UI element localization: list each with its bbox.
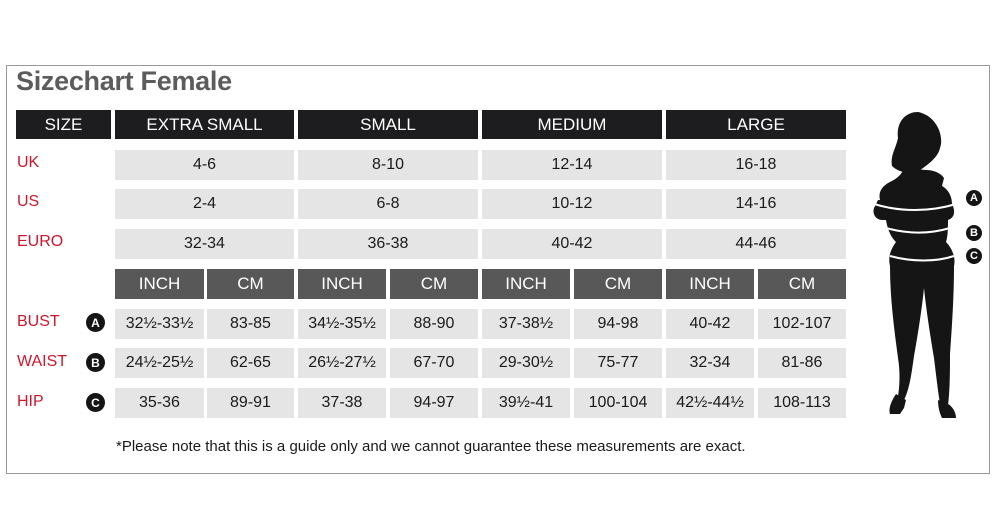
size-cell: 12-14 <box>482 150 662 180</box>
measure-cell: 39½-41 <box>482 388 570 418</box>
unit-header-inch: INCH <box>298 269 386 299</box>
row-label-uk: UK <box>17 154 40 171</box>
size-header-cell <box>16 110 111 139</box>
measure-cell: 67-70 <box>390 348 478 378</box>
measure-cell: 24½-25½ <box>115 348 204 378</box>
measure-cell: 32-34 <box>666 348 754 378</box>
badge-c-icon: C <box>86 393 105 412</box>
unit-header-cm: CM <box>390 269 478 299</box>
row-label-us: US <box>17 193 40 210</box>
measure-cell: 37-38 <box>298 388 386 418</box>
measure-cell: 34½-35½ <box>298 309 386 339</box>
size-cell: 14-16 <box>666 189 846 219</box>
column-header-label: EXTRA SMALL <box>146 114 263 134</box>
female-silhouette-icon <box>860 108 990 428</box>
size-cell: 10-12 <box>482 189 662 219</box>
measure-cell: 94-98 <box>574 309 662 339</box>
size-cell: 2-4 <box>115 189 294 219</box>
measure-cell: 35-36 <box>115 388 204 418</box>
measure-cell: 108-113 <box>758 388 846 418</box>
row-label-euro: EURO <box>17 233 64 250</box>
measure-cell: 100-104 <box>574 388 662 418</box>
measure-cell: 75-77 <box>574 348 662 378</box>
measure-cell: 40-42 <box>666 309 754 339</box>
figure-badge-a-icon: A <box>966 190 982 206</box>
measure-cell: 26½-27½ <box>298 348 386 378</box>
measure-cell: 42½-44½ <box>666 388 754 418</box>
measure-cell: 102-107 <box>758 309 846 339</box>
size-cell: 6-8 <box>298 189 478 219</box>
size-cell: 40-42 <box>482 229 662 259</box>
measure-cell: 83-85 <box>207 309 294 339</box>
measure-cell: 81-86 <box>758 348 846 378</box>
size-cell: 44-46 <box>666 229 846 259</box>
unit-header-cm: CM <box>207 269 294 299</box>
measure-cell: 32½-33½ <box>115 309 204 339</box>
measure-cell: 62-65 <box>207 348 294 378</box>
column-header-label: MEDIUM <box>537 114 607 134</box>
column-header-large <box>666 110 846 139</box>
badge-a-icon: A <box>86 313 105 332</box>
disclaimer-note: *Please note that this is a guide only and we cannot guarantee these measurements are exact. <box>116 438 746 455</box>
badge-b-icon: B <box>86 353 105 372</box>
measure-cell: 88-90 <box>390 309 478 339</box>
size-cell: 8-10 <box>298 150 478 180</box>
row-label-hip: HIP <box>17 393 44 410</box>
unit-header-inch: INCH <box>482 269 570 299</box>
size-cell: 36-38 <box>298 229 478 259</box>
unit-header-inch: INCH <box>115 269 204 299</box>
row-label-bust: BUST <box>17 313 60 330</box>
row-label-waist: WAIST <box>17 353 68 370</box>
measure-cell: 94-97 <box>390 388 478 418</box>
measure-cell: 29-30½ <box>482 348 570 378</box>
unit-header-cm: CM <box>758 269 846 299</box>
size-header-label: SIZE <box>44 114 83 134</box>
figure-badge-c-icon: C <box>966 248 982 264</box>
unit-header-inch: INCH <box>666 269 754 299</box>
size-cell: 16-18 <box>666 150 846 180</box>
page-title: Sizechart Female <box>16 66 232 96</box>
size-cell: 4-6 <box>115 150 294 180</box>
measure-cell: 37-38½ <box>482 309 570 339</box>
size-cell: 32-34 <box>115 229 294 259</box>
column-header-label: LARGE <box>727 114 785 134</box>
column-header-label: SMALL <box>360 114 416 134</box>
unit-header-cm: CM <box>574 269 662 299</box>
measure-cell: 89-91 <box>207 388 294 418</box>
column-header-extra-small <box>115 110 294 139</box>
column-header-medium <box>482 110 662 139</box>
column-header-small <box>298 110 478 139</box>
figure-badge-b-icon: B <box>966 225 982 241</box>
